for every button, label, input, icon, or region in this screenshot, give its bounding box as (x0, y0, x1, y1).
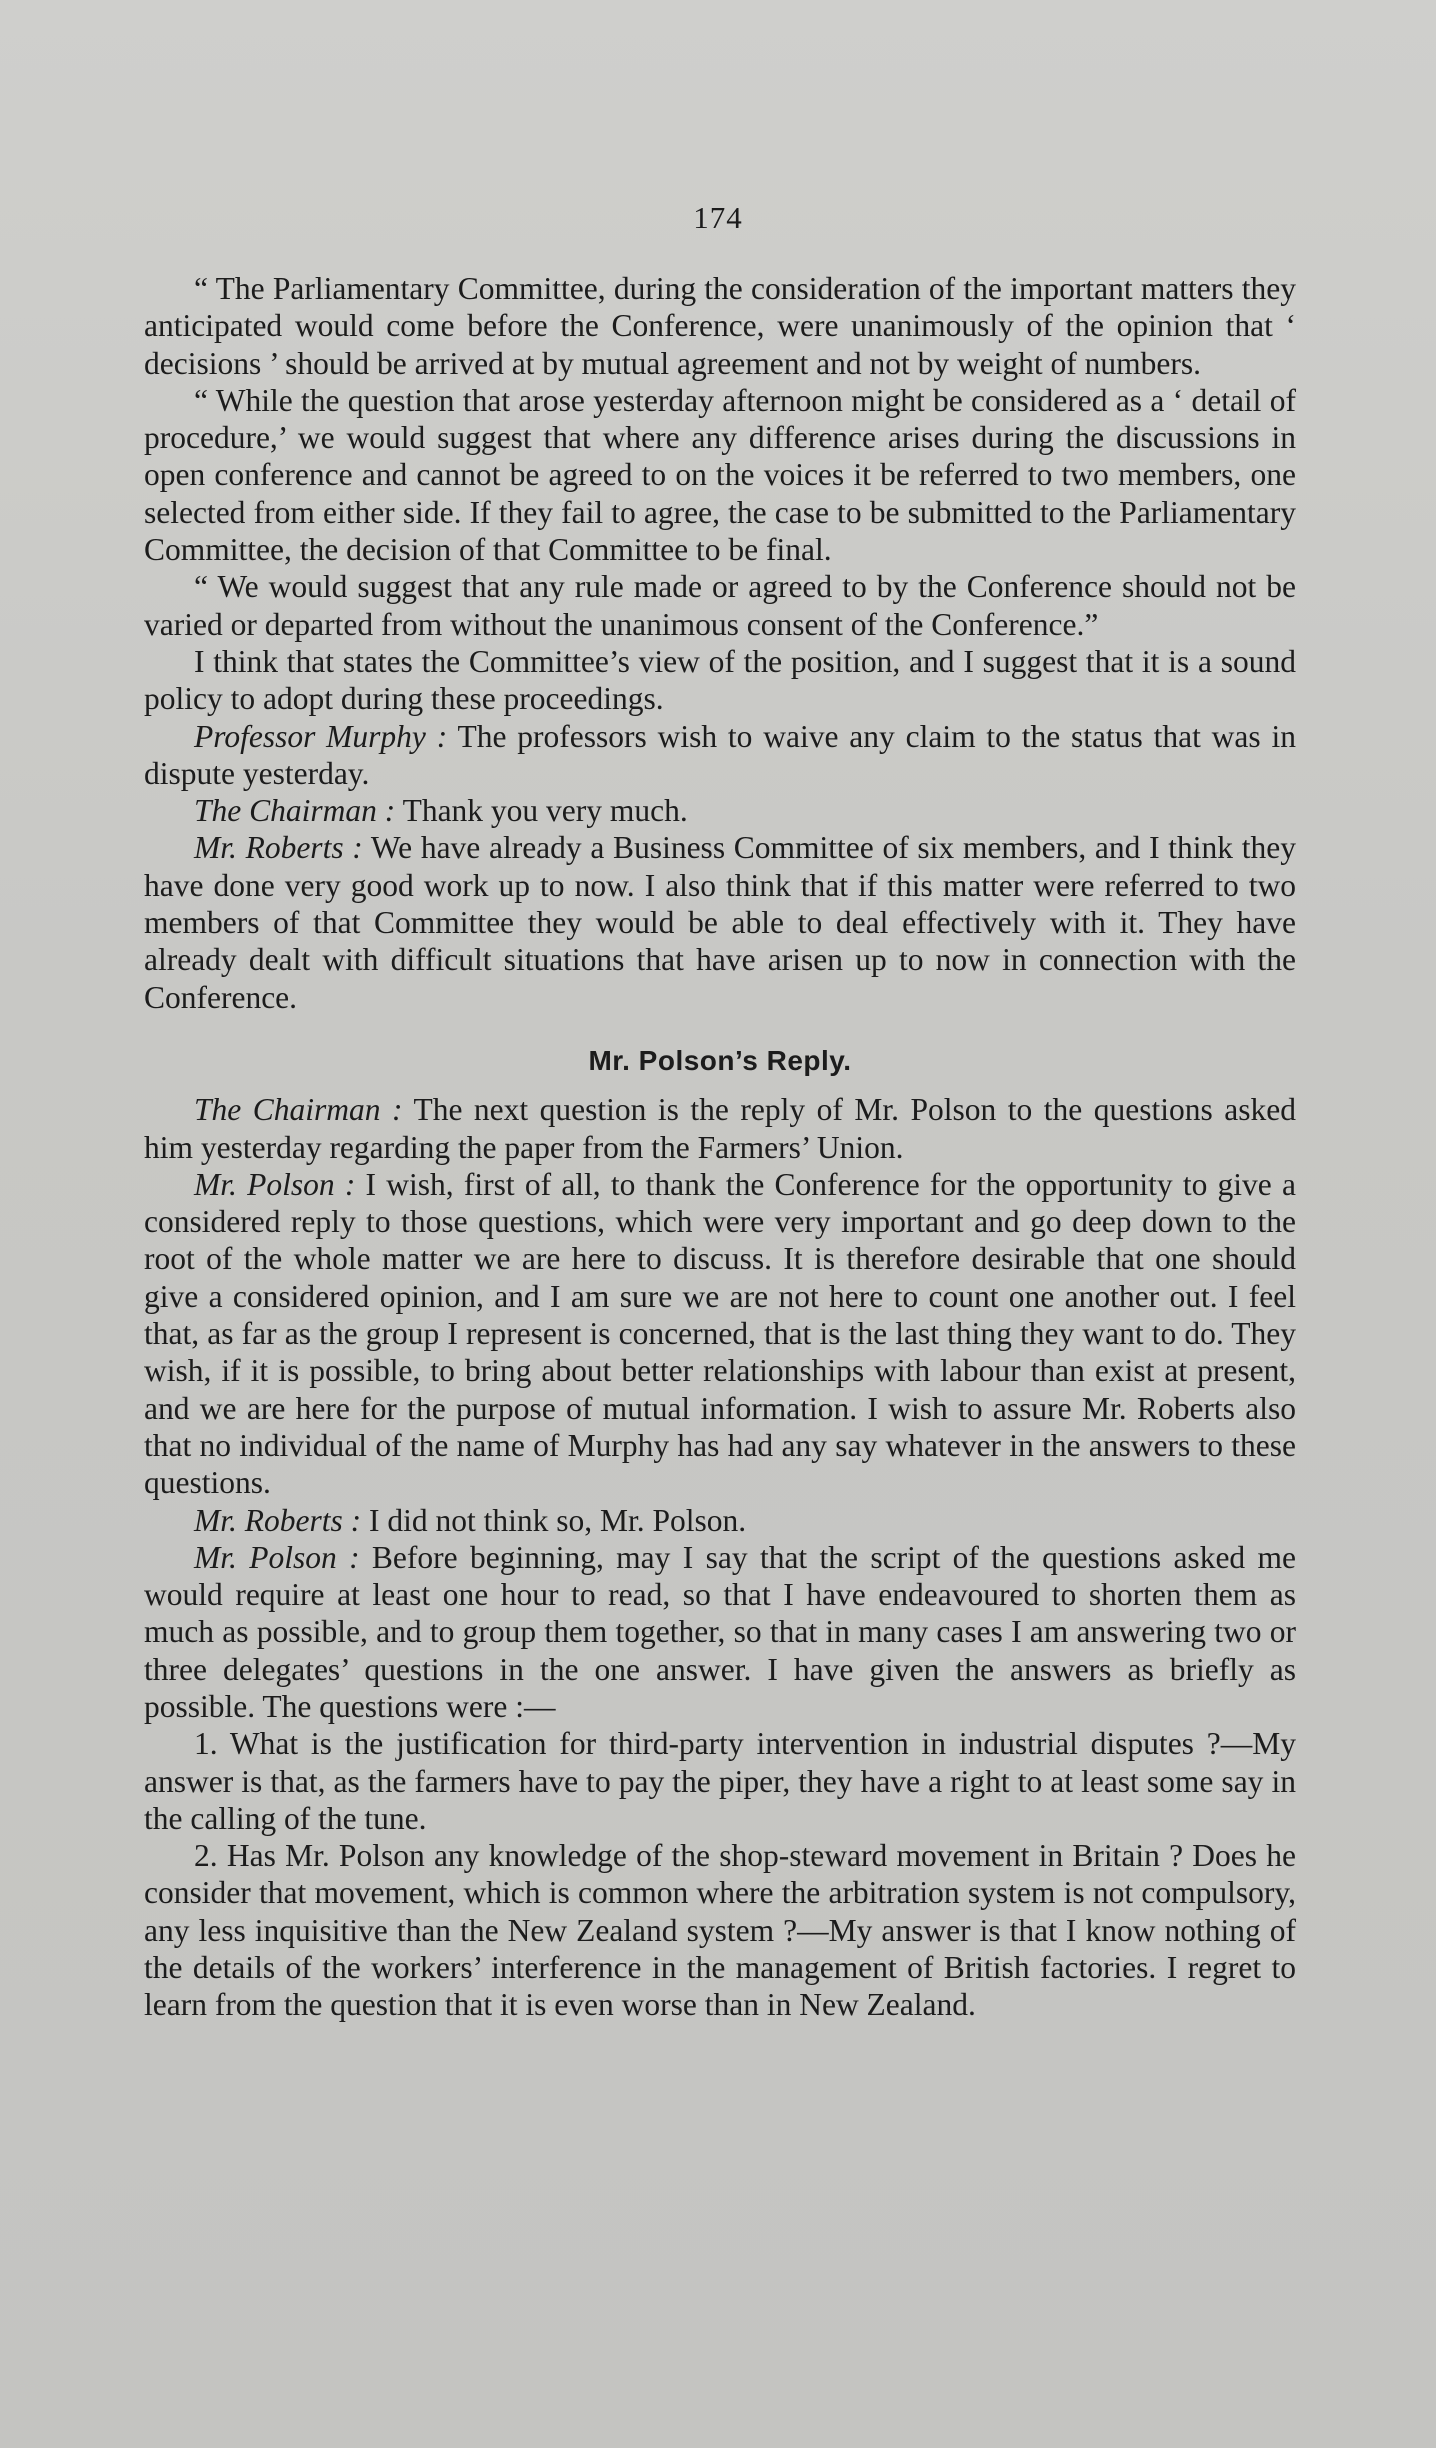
paragraph-text: The professors wish to waive any claim to the status that was in dispute yesterday. (144, 718, 1296, 791)
paragraph (144, 270, 1296, 382)
paragraph-text: I did not think so, Mr. Polson. (361, 1502, 747, 1538)
speaker-label: Professor Murphy : (194, 718, 448, 754)
paragraph (144, 718, 1296, 793)
paragraph (144, 1539, 1296, 1725)
speaker-label: The Chairman : (194, 793, 396, 829)
paragraph (144, 643, 1296, 718)
paragraph (144, 1091, 1296, 1166)
paragraph (144, 1502, 1296, 1539)
paragraph-text: We have already a Business Committee of six members, and I think they have done very good work up to now. I also think that if this matter were referred to two members of that Committee they would be able to deal effectively with it. They have already dealt with difficult situations that have arisen up to now in connection with the Conference. (144, 830, 1296, 1015)
paragraph (144, 792, 1296, 829)
paragraph (144, 568, 1296, 643)
paragraph (144, 829, 1296, 1015)
paragraph-text: “ While the question that arose yesterday afternoon might be considered as a ‘ detail of procedure,’ we would suggest that where any difference arises during the discussions in open conference and cannot be agreed to on the voices it be referred to two members, one selected from either side. If they fail to agree, the case to be submitted to the Parliamentary Committee, the decision of that Committee to be final. (144, 382, 1296, 568)
section-heading: Mr. Polson’s Reply. (588, 1044, 852, 1076)
paragraph-text: 1. What is the justification for third-party intervention in industrial disputes ?—My answer is that, as the farmers have to pay the piper, they have a right to at least some say in the calling of the tune. (144, 1726, 1296, 1836)
paragraph-text: “ We would suggest that any rule made or agreed to by the Conference should not be varied or departed from without the unanimous consent of the Conference.” (144, 569, 1296, 642)
speaker-label: Mr. Roberts : (194, 830, 363, 866)
speaker-label: Mr. Polson : (194, 1539, 360, 1575)
body-text (144, 270, 1296, 2024)
paragraph-text: Before beginning, may I say that the script of the questions asked me would require at least one hour to read, so that I have endeavoured to shorten them as much as possible, and to group them together, so that in many cases I am answering two or three delegates’ questions in the one answer. I have given the answers as briefly as possible. The questions were :— (144, 1539, 1297, 1724)
page-number: 174 (693, 200, 743, 235)
speaker-label: Mr. Roberts : (194, 1502, 362, 1538)
speaker-label: The Chairman : (194, 1092, 403, 1128)
paragraph (144, 382, 1296, 568)
speaker-label: Mr. Polson : (194, 1166, 356, 1202)
paragraph-text: I think that states the Committee’s view of the position, and I suggest that it is a sound policy to adopt during these proceedings. (144, 643, 1296, 717)
paragraph-text: Thank you very much. (395, 793, 688, 829)
paragraph (144, 1166, 1296, 1502)
paragraph-text: I wish, first of all, to thank the Conference for the opportunity to give a considered reply to those questions, which were very important and go deep down to the root of the whole matter we are here to discuss. It is therefore desirable that one should give a considered opinion, and I am sure we are not here to count one another out. I feel that, as far as the group I represent is concerned, that is the last thing they want to do. They wish, if it is possible, to bring about better relationships with labour than exist at present, and we are here for the purpose of mutual information. I wish to assure Mr. Roberts also that no individual of the name of Murphy has had any say whatever in the answers to these questions. (144, 1166, 1296, 1501)
paragraph-text: The next question is the reply of Mr. Polson to the questions asked him yesterday regarding the paper from the Farmers’ Union. (144, 1092, 1296, 1165)
paragraph (144, 1725, 1296, 1837)
paragraph (144, 1837, 1296, 2023)
paragraph-text: “ The Parliamentary Committee, during the consideration of the important matters they anticipated would come before the Conference, were unanimously of the opinion that ‘ decisions ’ should be arrived at by mutual agreement and not by weight of numbers. (144, 271, 1296, 381)
paragraph-text: 2. Has Mr. Polson any knowledge of the shop-steward movement in Britain ? Does he consider that movement, which is common where the arbitration system is not compulsory, any less inquisitive than the New Zealand system ?—My answer is that I know nothing of the details of the workers’ interference in the management of British factories. I regret to learn from the question that it is even worse than in New Zealand. (144, 1838, 1296, 2023)
